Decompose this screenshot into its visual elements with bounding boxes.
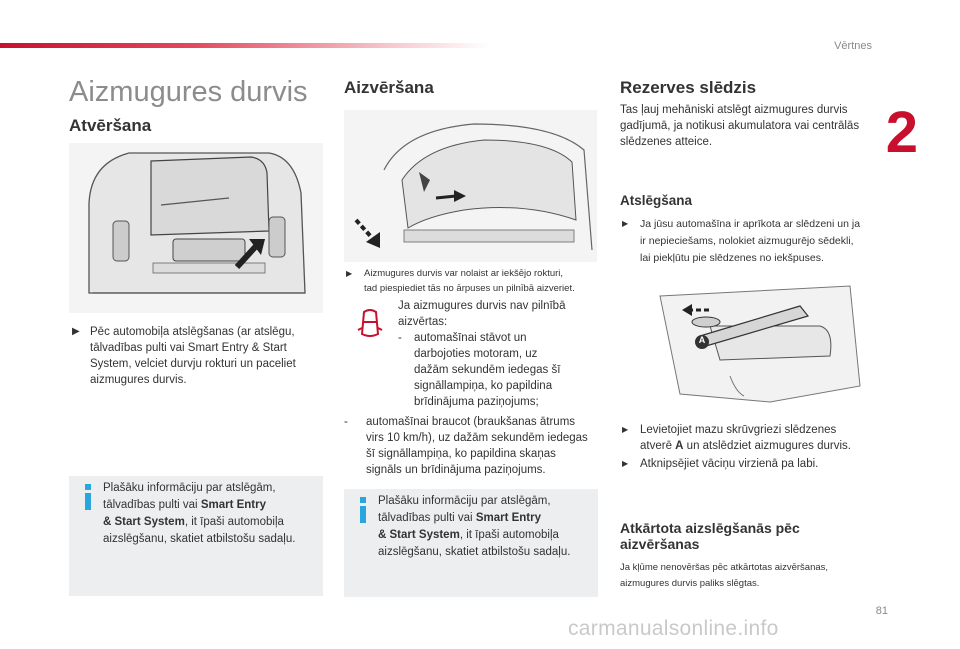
intro-line-2: gadījumā, ja notikusi akumulatora vai centrālās (620, 120, 860, 132)
header-accent-bar (0, 43, 490, 48)
figure-door-closing (344, 110, 597, 262)
chapter-number: 2 (885, 100, 918, 165)
section-heading-closing: Aizvēršana (344, 78, 434, 97)
info-box-left (69, 476, 323, 596)
intro-line-3: slēdzenes atteice. (620, 136, 713, 148)
parked-line-1: automašīnai stāvot un (414, 332, 527, 344)
dash-marker: - (398, 332, 402, 344)
open-door-warning-icon (356, 308, 384, 340)
unlock-line-3: lai piekļūtu pie slēdzenes no iekšpuses. (640, 252, 824, 264)
bullet-marker: ▶ (622, 219, 629, 228)
closing-note-line-2: tad piespiediet tās no ārpuses un pilnībā aizveriet. (364, 283, 575, 294)
parked-line-3: dažām sekundēm iedegas šī (414, 364, 561, 376)
subheading-relock (620, 520, 800, 552)
closing-note-line-1: Aizmugures durvis var nolaist ar iekšējo rokturi, (364, 268, 564, 279)
info-text-left (103, 480, 319, 548)
driving-line-4: signāls un brīdinājuma paziņojums. (366, 464, 546, 476)
info-box-middle (344, 489, 598, 597)
warning-intro (398, 298, 598, 330)
info-line-2: tālvadības pulti vai (378, 512, 476, 524)
relock-line-1: Ja kļūme nenovēršas pēc atkārtotas aizvēršanas, (620, 562, 829, 573)
figure-rear-door-opening (69, 143, 323, 313)
section-name: Vērtnes (834, 40, 872, 52)
info-term-start-system: & Start System (103, 516, 185, 528)
info-line-4: aizslēgšanu, skatiet atbilstošu sadaļu. (103, 533, 296, 545)
page-number: 81 (875, 605, 888, 617)
info-text-middle (378, 493, 594, 561)
relock-title-line-2: aizvēršanas (620, 536, 700, 552)
info-line-3: , it īpaši automobiļa (459, 529, 559, 541)
figure-backup-lock (620, 276, 882, 412)
page-title: Aizmugures durvis (69, 76, 308, 108)
info-term-start-system: & Start System (378, 529, 460, 541)
parked-line-5: brīdinājuma paziņojums; (414, 396, 539, 408)
info-line-4: aizslēgšanu, skatiet atbilstošu sadaļu. (378, 546, 571, 558)
info-icon (358, 497, 368, 523)
info-line-2: tālvadības pulti vai (103, 499, 201, 511)
unlock-line-2: ir nepieciešams, nolokiet aizmugurējo sēdekli, (640, 235, 854, 247)
figure-label-a: A (698, 335, 706, 345)
opening-line-2: tālvadības pulti vai Smart Entry & Start (90, 342, 287, 354)
unlock-line-1: Ja jūsu automašīna ir aprīkota ar slēdzeni un ja (640, 218, 861, 230)
backup-lock-intro (620, 102, 882, 150)
step1-line-2: atverē (640, 440, 676, 452)
subheading-unlocking: Atslēgšana (620, 193, 693, 208)
unlocking-instruction (622, 216, 884, 267)
driving-line-2: virs 10 km/h), uz dažām sekundēm iedegas (366, 432, 588, 444)
opening-line-3: System, velciet durvju rokturi un paceliet (90, 358, 296, 370)
intro-line-1: Tas ļauj mehāniski atslēgt aizmugures durvis (620, 104, 848, 116)
info-line-1: Plašāku informāciju par atslēgām, (378, 495, 551, 507)
section-heading-opening: Atvēršana (69, 116, 152, 135)
step1-line-1: Levietojiet mazu skrūvgriezi slēdzenes (640, 424, 837, 436)
warning-line-2: aizvērtas: (398, 316, 448, 328)
opening-instruction (72, 324, 322, 388)
info-term-smart-entry: Smart Entry (475, 512, 541, 524)
step1-line-3: un atslēdziet aizmugures durvis. (683, 440, 851, 452)
relock-title-line-1: Atkārtota aizslēgšanās pēc (620, 520, 800, 536)
step-insert-screwdriver (622, 422, 884, 454)
warning-item-parked (398, 330, 598, 410)
info-icon (83, 484, 93, 510)
warning-item-driving (344, 414, 600, 478)
section-heading-backup-lock: Rezerves slēdzis (620, 78, 757, 97)
bullet-marker: ▶ (346, 269, 353, 278)
info-line-3: , it īpaši automobiļa (184, 516, 284, 528)
bullet-marker: ▶ (622, 425, 629, 434)
step-unclip-cover (622, 456, 884, 472)
site-watermark: carmanualsonline.info (568, 617, 779, 640)
driving-line-1: automašīnai braucot (braukšanas ātrums (366, 416, 576, 428)
closing-note (346, 266, 598, 296)
relock-text (620, 560, 882, 592)
step2-text: Atknipsējiet vāciņu virzienā pa labi. (640, 458, 819, 470)
step1-ref-a: A (675, 440, 684, 452)
bullet-marker: ▶ (622, 459, 629, 468)
relock-line-2: aizmugures durvis paliks slēgtas. (620, 578, 760, 589)
opening-line-1: Pēc automobiļa atslēgšanas (ar atslēgu, (90, 326, 295, 338)
bullet-marker: ▶ (72, 326, 80, 337)
info-line-1: Plašāku informāciju par atslēgām, (103, 482, 276, 494)
parked-line-4: signāllampiņa, ko papildina (414, 380, 553, 392)
driving-line-3: šī signāllampiņa, ko papildina skaņas (366, 448, 556, 460)
warning-line-1: Ja aizmugures durvis nav pilnībā (398, 300, 566, 312)
dash-marker: - (344, 416, 348, 428)
info-term-smart-entry: Smart Entry (200, 499, 266, 511)
opening-line-4: aizmugures durvis. (90, 374, 187, 386)
parked-line-2: darbojoties motoram, uz (414, 348, 538, 360)
